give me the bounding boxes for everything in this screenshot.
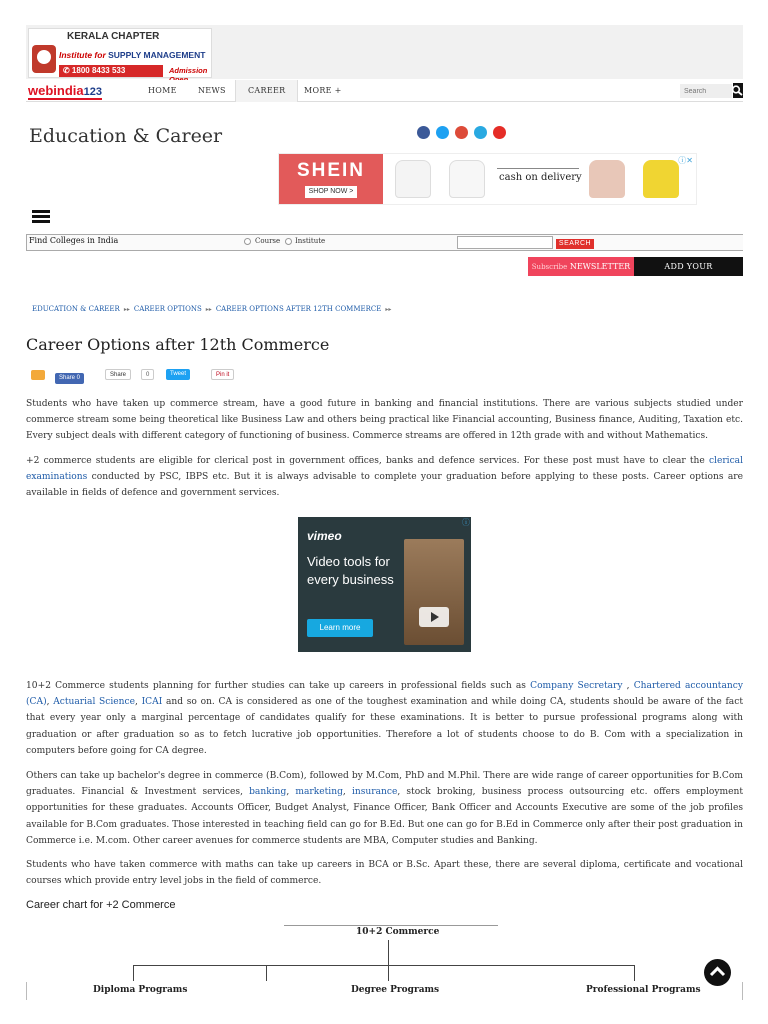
course-radio-label: Course [255,237,281,245]
article-paragraph: +2 commerce students are eligible for clerical post in government offices, banks and defence services. For these post must have to clear the clerical examinations conducted by PSC, IBPS etc. But it is always advisable to complete your graduation before applying to these posts. Career options are available in fields of defence and government services. [26,456,743,499]
add-institution-button[interactable]: ADD YOUR INSTITUTION [634,257,743,276]
nav-news[interactable]: NEWS [198,86,226,95]
product-image [449,160,485,198]
search-icon [731,85,745,96]
icai-link[interactable]: ICAI [141,697,163,708]
nav-search-input[interactable] [680,84,732,98]
breadcrumb-item[interactable]: CAREER OPTIONS [133,305,202,313]
chart-connector [266,965,267,981]
kerala-chapter-ad[interactable] [28,28,212,78]
shein-ad[interactable] [278,153,697,205]
vimeo-learn-more[interactable]: Learn more [307,619,373,637]
find-colleges-bar [26,234,743,251]
career-chart [26,920,743,1024]
site-logo[interactable]: webindia123 [28,83,102,98]
chart-node-professional: Professional Programs [586,985,701,995]
bike-rider-image [404,539,464,645]
breadcrumb-item[interactable]: EDUCATION & CAREER [32,305,120,313]
menu-icon[interactable] [32,210,50,224]
chat-icon[interactable] [474,126,487,139]
breadcrumb-item[interactable]: CAREER OPTIONS AFTER 12TH COMMERCE [215,305,382,313]
gplus-share-button[interactable]: Share [105,369,131,380]
play-icon[interactable] [419,607,449,627]
search-button[interactable] [733,83,743,98]
insurance-link[interactable]: insurance [351,787,398,798]
chartered-accountancy-link[interactable]: Chartered accountancy (CA) [26,681,743,708]
find-colleges-input[interactable] [457,236,553,249]
find-search-button[interactable]: SEARCH [556,239,594,249]
vimeo-headline: Video tools for every business [307,554,394,587]
company-secretary-link[interactable]: Company Secretary [530,681,623,691]
product-image [589,160,625,198]
breadcrumb: EDUCATION & CAREER ▸▸ CAREER OPTIONS ▸▸ CAREER OPTIONS AFTER 12TH COMMERCE ▸▸ [32,305,392,313]
scroll-to-top-button[interactable] [704,959,731,986]
tweet-button[interactable]: Tweet [166,369,190,380]
chevron-up-icon [704,959,731,986]
find-colleges-label: Find Colleges in India [29,236,119,245]
nav-more[interactable]: MORE + [304,86,342,95]
chart-connector [634,965,635,981]
newsletter-button[interactable]: Subscribe NEWSLETTER [528,257,634,276]
institute-radio[interactable] [285,238,292,245]
gplus-count: 0 [141,369,154,380]
facebook-share-button[interactable]: Share 0 [55,373,84,384]
banking-link[interactable]: banking [249,787,287,798]
article-paragraph: Students who have taken commerce with maths can take up careers in BCA or B.Sc. Apart these, there are several diploma, certificate and vocational courses which provide entry level jobs in the field of commerce. [26,860,743,887]
chart-connector [133,965,635,966]
chart-node-degree: Degree Programs [351,985,440,995]
chart-connector [388,965,389,981]
actuarial-science-link[interactable]: Actuarial Science [53,697,136,708]
marketing-link[interactable]: marketing [295,787,343,798]
chart-top-rule [284,925,498,926]
product-image [643,160,679,198]
facebook-icon[interactable] [417,126,430,139]
nav-home[interactable]: HOME [148,86,177,95]
twitter-icon[interactable] [436,126,449,139]
chart-connector [742,982,743,1000]
institute-radio-label: Institute [295,237,326,245]
chart-connector [133,965,134,981]
shein-shop-now[interactable]: SHOP NOW > [305,186,357,198]
chart-connector [26,982,27,1000]
youtube-icon[interactable] [493,126,506,139]
main-navbar [26,80,743,102]
section-title: Education & Career [29,125,223,147]
chart-root-node: 10+2 Commerce [356,927,440,937]
career-chart-heading: Career chart for +2 Commerce [26,899,176,911]
pinterest-button[interactable]: Pin it [211,369,234,380]
vimeo-logo: vimeo [307,529,342,543]
article-paragraph: Students who have taken up commerce stream, have a good future in banking and financial institutions. There are various subjects studied under commerce stream some being theoretical like Business Law and others being practical like Financial accounting, Business finance, Auditing, Taxation etc. Every subject deals with different category of functioning of business. Commerce streams are offered in 12th grade with and without Mathematics. [26,399,743,442]
google-plus-icon[interactable] [455,126,468,139]
ad-phone: ✆ 1800 8433 533 [59,65,163,77]
comment-icon[interactable] [31,370,45,380]
ad-institute: Institute for SUPPLY MANAGEMENT [59,50,206,60]
shein-cod: cash on delivery [499,172,582,183]
article-paragraph: 10+2 Commerce students planning for further studies can take up careers in professional fields such as Company Secretary , Chartered accountancy (CA), Actuarial Science, ICAI and so on. CA is considered as one of the toughest examination and while doing CA, students should be aware of the fact that every year only a marginal percentage of candidates qualify for these examinations. It is better to pursue professional programs along with graduation or after graduation so as to fetch lucrative job opportunities. Therefore a lot of students choose to do B. Com with a specialization in computers before going for CA degree. [26,681,743,756]
chart-connector [388,940,389,965]
ism-logo-icon [32,45,56,73]
vimeo-ad[interactable] [298,517,471,652]
ad-choices-icon[interactable]: ⓘ [462,518,470,527]
chart-node-diploma: Diploma Programs [93,985,188,995]
product-image [395,160,431,198]
article-paragraph: Others can take up bachelor's degree in commerce (B.Com), followed by M.Com, PhD and M.Phil. There are wide range of career opportunities for B.Com graduates. Financial & Investment services, banking, marketing, insurance, stock broking, business process outsourcing etc. offers employment opportunities for these graduates. Accounts Officer, Budget Analyst, Finance Officer, Bank Officer and Accounts Executive are some of the job profiles available for B.Com graduates. Those interested in teaching field can go for B.Ed. But one can go for B.Ed in Commerce only after their post graduation in Commerce i.e. M.com. Other career avenues for commerce students are MBA, Computer studies and Banking. [26,771,743,846]
ad-choices-icon[interactable]: ⓘ✕ [678,156,693,165]
nav-career[interactable]: CAREER [235,80,298,102]
shein-brand: SHEIN [279,154,383,204]
clerical-exams-link[interactable]: clerical examinations [26,456,743,483]
ad-admission: Admission [169,66,208,75]
course-radio[interactable] [244,238,251,245]
page-title: Career Options after 12th Commerce [26,335,330,354]
ad-title: KERALA CHAPTER [67,31,160,42]
